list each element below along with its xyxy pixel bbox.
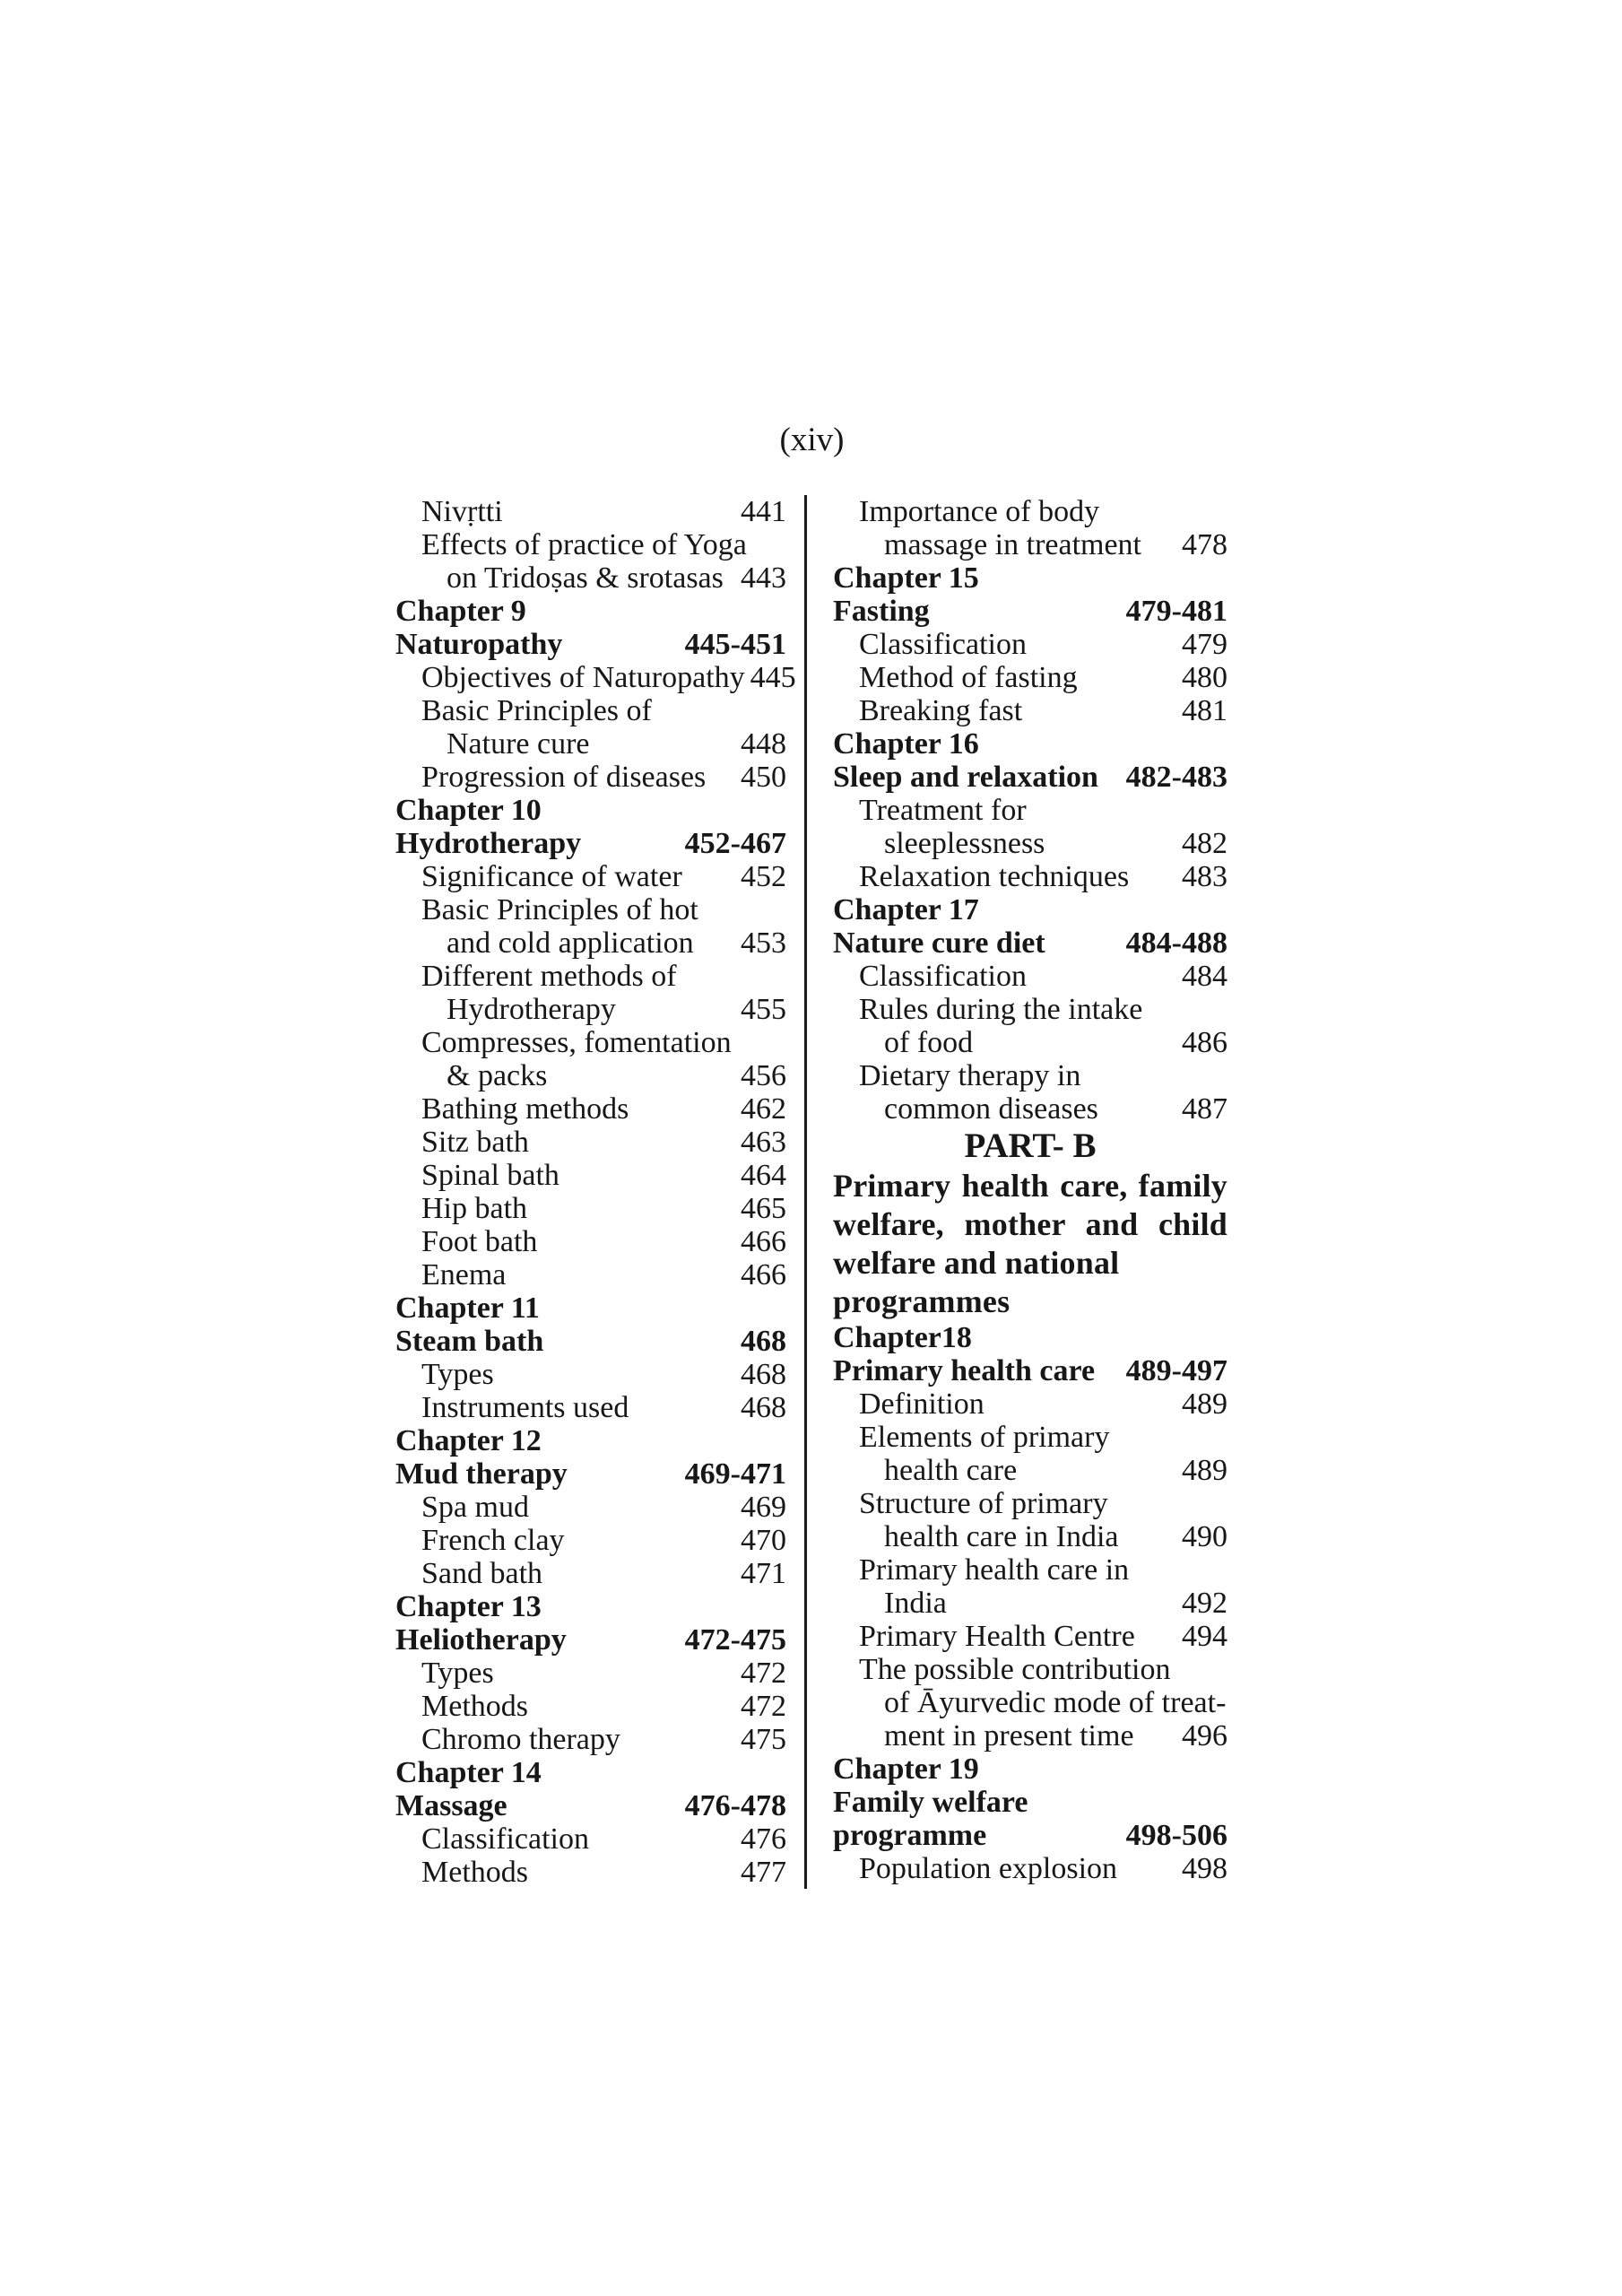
toc-entry-title: Hydrotherapy (395, 827, 582, 860)
toc-entry-page: 498 (1182, 1852, 1227, 1885)
toc-entry-title: Chapter 10 (395, 794, 542, 827)
toc-entry-title: Treatment for (859, 794, 1027, 827)
toc-entry (395, 1856, 786, 1889)
part-title-line (833, 1167, 1227, 1205)
part-title-line (833, 1283, 1227, 1321)
toc-entry-page: 468 (741, 1391, 786, 1424)
toc-entry-title: Spa mud (421, 1491, 529, 1524)
toc-entry (395, 1723, 786, 1756)
toc-entry (833, 561, 1227, 595)
toc-entry-title: and cold application (447, 926, 694, 960)
toc-entry-page: 475 (741, 1723, 786, 1756)
toc-entry-page: 469-471 (684, 1457, 786, 1491)
toc-entry-title: Primary Health Centre (859, 1620, 1135, 1653)
toc-entry (395, 1457, 786, 1491)
toc-entry-page: 445 (750, 661, 796, 694)
toc-entry-page: 468 (741, 1358, 786, 1391)
toc-entry-page: 484-488 (1125, 926, 1227, 960)
toc-entry (395, 694, 786, 727)
toc-entry-title: Primary health care in (859, 1553, 1130, 1587)
toc-entry (833, 1421, 1227, 1454)
toc-entry-page: 466 (741, 1258, 786, 1292)
toc-entry-title: Classification (421, 1822, 589, 1856)
toc-entry-page: 479 (1182, 628, 1227, 661)
toc-entry-page: 490 (1182, 1520, 1227, 1553)
toc-entry-title: Types (421, 1657, 494, 1690)
toc-entry-title: Massage (395, 1789, 507, 1822)
toc-entry (395, 661, 796, 694)
toc-entry-title: Sleep and relaxation (833, 761, 1098, 794)
toc-entry (395, 1292, 786, 1325)
toc-entry (833, 1520, 1227, 1553)
toc-entry (833, 595, 1227, 628)
toc-entry (395, 1225, 786, 1258)
toc-entry-title: Sand bath (421, 1557, 543, 1590)
toc-entry (833, 528, 1227, 561)
toc-entry-title: Relaxation techniques (859, 860, 1130, 893)
toc-entry-title: welfare and national (833, 1245, 1120, 1281)
toc-entry (395, 727, 786, 761)
toc-entry (395, 1657, 786, 1690)
toc-entry-page: 441 (741, 495, 786, 528)
toc-entry-title: Nivṛtti (421, 495, 503, 528)
toc-entry-title: PART- B (964, 1126, 1097, 1165)
toc-entry-page: 462 (741, 1092, 786, 1126)
toc-entry-page: 443 (741, 561, 786, 595)
toc-entry (833, 1321, 1227, 1354)
toc-column-left (395, 495, 807, 1889)
part-heading (833, 1126, 1227, 1167)
toc-entry-page: 482-483 (1125, 761, 1227, 794)
toc-entry-title: Chapter 16 (833, 727, 979, 761)
toc-entry-page: 496 (1182, 1719, 1227, 1752)
toc-entry-title: Chapter 13 (395, 1590, 542, 1623)
toc-entry-page: 477 (741, 1856, 786, 1889)
toc-entry (395, 1491, 786, 1524)
page-number-header: (xiv) (779, 422, 845, 458)
toc-entry-title: Methods (421, 1690, 528, 1723)
toc-entry (833, 1354, 1227, 1387)
toc-entry (395, 1059, 786, 1092)
toc-entry-page: 452-467 (684, 827, 786, 860)
toc-entry-title: Compresses, fomentation (421, 1026, 732, 1059)
toc-entry (395, 1325, 786, 1358)
toc-entry-title: & packs (447, 1059, 548, 1092)
toc-entry (395, 1192, 786, 1225)
toc-entry (833, 1387, 1227, 1421)
toc-column-right (807, 495, 1227, 1889)
toc-entry-title: Chromo therapy (421, 1723, 620, 1756)
toc-entry-title: Chapter 11 (395, 1292, 540, 1325)
toc-entry-title: Structure of primary (859, 1487, 1108, 1520)
toc-entry-title: French clay (421, 1524, 565, 1557)
toc-entry (833, 1719, 1227, 1752)
toc-entry-title: Definition (859, 1387, 984, 1421)
toc-entry (395, 1690, 786, 1723)
toc-entry-title: Chapter 15 (833, 561, 979, 595)
toc-entry (395, 960, 786, 993)
toc-entry (395, 628, 786, 661)
toc-entry-title: Sitz bath (421, 1126, 529, 1159)
toc-entry (833, 860, 1227, 893)
toc-entry-title: Chapter 19 (833, 1752, 979, 1786)
toc-entry (833, 1487, 1227, 1520)
toc-entry-title: Chapter18 (833, 1321, 972, 1354)
part-title-line (833, 1205, 1227, 1244)
toc-entry-title: Instruments used (421, 1391, 629, 1424)
toc-entry-title: Effects of practice of Yoga (421, 528, 747, 561)
toc-entry-page: 468 (741, 1325, 786, 1358)
toc-entry (833, 1620, 1227, 1653)
toc-entry-title: on Tridoṣas & srotasas (447, 561, 724, 595)
toc-entry-page: 456 (741, 1059, 786, 1092)
toc-entry-page: 489 (1182, 1387, 1227, 1421)
toc-entry (395, 1789, 786, 1822)
toc-entry (833, 1786, 1227, 1819)
toc-entry-title: Dietary therapy in (859, 1059, 1081, 1092)
toc-entry-title: health care (884, 1454, 1018, 1487)
toc-entry-page: 463 (741, 1126, 786, 1159)
toc-entry (833, 694, 1227, 727)
toc-entry-page: 470 (741, 1524, 786, 1557)
toc-entry (395, 561, 786, 595)
toc-entry-title: Progression of diseases (421, 761, 707, 794)
toc-entry (833, 1819, 1227, 1852)
toc-entry-page: 486 (1182, 1026, 1227, 1059)
toc-entry-title: Chapter 9 (395, 595, 526, 628)
toc-entry-page: 489 (1182, 1454, 1227, 1487)
toc-entry-page: 494 (1182, 1620, 1227, 1653)
toc-entry-page: 465 (741, 1192, 786, 1225)
toc-entry-title: Enema (421, 1258, 507, 1292)
toc-entry-page: 484 (1182, 960, 1227, 993)
toc-entry-title: Hydrotherapy (447, 993, 616, 1026)
toc-entry (395, 1524, 786, 1557)
toc-entry-title: Objectives of Naturopathy (421, 661, 745, 694)
toc-entry-title: Chapter 14 (395, 1756, 542, 1789)
toc-entry-title: ment in present time (884, 1719, 1134, 1752)
toc-entry (833, 1059, 1227, 1092)
toc-entry-page: 492 (1182, 1587, 1227, 1620)
toc-entry-title: common diseases (884, 1092, 1098, 1126)
toc-entry-title: India (884, 1587, 947, 1620)
toc-entry (395, 1756, 786, 1789)
toc-entry-title: Classification (859, 628, 1027, 661)
toc-entry-title: Mud therapy (395, 1457, 568, 1491)
toc-entry-title: Primary health care, family (833, 1168, 1227, 1204)
toc-entry (395, 495, 786, 528)
toc-entry (833, 1852, 1227, 1885)
toc-entry (395, 893, 786, 926)
toc-entry-title: health care in India (884, 1520, 1119, 1553)
toc-entry-title: Heliotherapy (395, 1623, 567, 1657)
toc-entry-page: 483 (1182, 860, 1227, 893)
toc-entry-title: programme (833, 1819, 987, 1852)
toc-entry (833, 926, 1227, 960)
toc-entry (395, 1623, 786, 1657)
toc-entry-page: 472-475 (684, 1623, 786, 1657)
toc-entry (833, 1454, 1227, 1487)
toc-entry-title: Types (421, 1358, 494, 1391)
toc-entry (833, 1752, 1227, 1786)
toc-entry-title: Spinal bath (421, 1159, 559, 1192)
toc-entry (833, 960, 1227, 993)
toc-entry-page: 476-478 (684, 1789, 786, 1822)
toc-entry (833, 495, 1227, 528)
toc-entry (395, 1358, 786, 1391)
toc-entry (833, 1587, 1227, 1620)
toc-entry (833, 1092, 1227, 1126)
toc-entry (395, 1822, 786, 1856)
toc-entry (833, 794, 1227, 827)
toc-entry (395, 993, 786, 1026)
toc-entry-page: 478 (1182, 528, 1227, 561)
toc-entry (395, 761, 786, 794)
toc-entry (833, 1026, 1227, 1059)
toc-entry (833, 1686, 1227, 1719)
toc-entry (395, 1590, 786, 1623)
toc-entry-title: Different methods of (421, 960, 677, 993)
toc-entry-title: Nature cure diet (833, 926, 1045, 960)
toc-entry-title: Population explosion (859, 1852, 1118, 1885)
toc-entry-page: 471 (741, 1557, 786, 1590)
toc-entry-title: The possible contribution (859, 1653, 1171, 1686)
toc-entry (395, 595, 786, 628)
toc-entry (833, 727, 1227, 761)
toc-entry (833, 761, 1227, 794)
toc-entry-title: Family welfare (833, 1786, 1028, 1819)
toc-entry-page: 445-451 (684, 628, 786, 661)
toc-entry (395, 926, 786, 960)
toc-entry-page: 448 (741, 727, 786, 761)
toc-entry (395, 1126, 786, 1159)
toc-entry-title: Hip bath (421, 1192, 528, 1225)
toc-entry-title: Chapter 12 (395, 1424, 542, 1457)
toc-entry-title: Bathing methods (421, 1092, 629, 1126)
toc-entry-title: Basic Principles of (421, 694, 652, 727)
toc-entry-title: Naturopathy (395, 628, 563, 661)
toc-entry (395, 1026, 786, 1059)
toc-entry-title: Primary health care (833, 1354, 1096, 1387)
toc-entry-title: Steam bath (395, 1325, 544, 1358)
toc-entry-title: sleeplessness (884, 827, 1045, 860)
toc-entry-title: Foot bath (421, 1225, 538, 1258)
toc-entry-title: of Āyurvedic mode of treat- (884, 1686, 1227, 1719)
toc-entry-page: 455 (741, 993, 786, 1026)
toc-entry (833, 661, 1227, 694)
toc-entry-page: 487 (1182, 1092, 1227, 1126)
toc-entry-page: 479-481 (1125, 595, 1227, 628)
toc-content (395, 495, 1228, 1889)
toc-entry (833, 1553, 1227, 1587)
toc-entry-title: programmes (833, 1283, 1010, 1319)
toc-entry-page: 482 (1182, 827, 1227, 860)
toc-entry-title: Basic Principles of hot (421, 893, 698, 926)
toc-entry (395, 794, 786, 827)
toc-entry-title: massage in treatment (884, 528, 1142, 561)
toc-entry-title: Method of fasting (859, 661, 1078, 694)
toc-entry (395, 1557, 786, 1590)
toc-entry (395, 827, 786, 860)
toc-entry (833, 993, 1227, 1026)
toc-entry-title: Importance of body (859, 495, 1100, 528)
toc-entry-title: Fasting (833, 595, 930, 628)
toc-entry-title: of food (884, 1026, 974, 1059)
toc-entry-title: Significance of water (421, 860, 682, 893)
toc-entry-page: 476 (741, 1822, 786, 1856)
toc-entry-title: Breaking fast (859, 694, 1023, 727)
toc-entry (395, 528, 786, 561)
toc-entry-title: Classification (859, 960, 1027, 993)
toc-entry (395, 860, 786, 893)
toc-entry (395, 1159, 786, 1192)
toc-entry-page: 498-506 (1125, 1819, 1227, 1852)
toc-entry-title: Rules during the intake (859, 993, 1143, 1026)
toc-entry-page: 472 (741, 1657, 786, 1690)
toc-entry-title: Nature cure (447, 727, 590, 761)
toc-entry-page: 489-497 (1125, 1354, 1227, 1387)
toc-entry-title: Methods (421, 1856, 528, 1889)
toc-entry-page: 452 (741, 860, 786, 893)
toc-entry-page: 464 (741, 1159, 786, 1192)
toc-entry (395, 1391, 786, 1424)
toc-entry-page: 481 (1182, 694, 1227, 727)
toc-entry-page: 480 (1182, 661, 1227, 694)
toc-entry-title: Elements of primary (859, 1421, 1110, 1454)
toc-entry-page: 469 (741, 1491, 786, 1524)
toc-entry-title: Chapter 17 (833, 893, 979, 926)
toc-entry (833, 1653, 1227, 1686)
toc-entry (395, 1092, 786, 1126)
toc-entry (833, 628, 1227, 661)
toc-entry-page: 472 (741, 1690, 786, 1723)
toc-entry-page: 450 (741, 761, 786, 794)
toc-entry (395, 1424, 786, 1457)
toc-entry-page: 466 (741, 1225, 786, 1258)
toc-entry (395, 1258, 786, 1292)
toc-entry-page: 453 (741, 926, 786, 960)
toc-entry (833, 827, 1227, 860)
part-title-line (833, 1244, 1227, 1283)
toc-entry (833, 893, 1227, 926)
toc-entry-title: welfare, mother and child (833, 1206, 1227, 1242)
